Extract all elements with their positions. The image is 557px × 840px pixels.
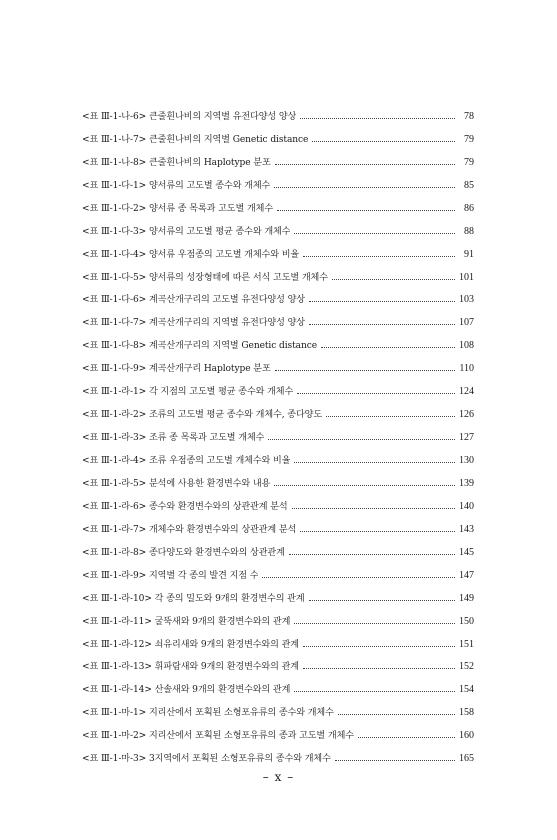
toc-entry[interactable] [82, 718, 474, 741]
toc-entry[interactable] [82, 672, 474, 695]
toc-entry[interactable] [82, 145, 474, 168]
toc-entry-page-number: 78 [464, 110, 474, 122]
dot-leader [274, 485, 455, 486]
dot-leader [312, 141, 455, 142]
dot-leader [326, 416, 455, 417]
toc-entry[interactable] [82, 283, 474, 306]
toc-entry[interactable] [82, 374, 474, 397]
toc-entry-title: <표 Ⅲ-1-라-4> 조류 우점종의 고도별 개체수와 비율 [82, 456, 291, 466]
table-of-contents-list [82, 99, 474, 764]
toc-entry-title: <표 Ⅲ-1-다-1> 양서류의 고도별 종수와 개체수 [82, 180, 271, 191]
toc-entry-page-number: 86 [464, 202, 474, 214]
toc-entry[interactable] [82, 99, 474, 122]
toc-entry[interactable] [82, 558, 474, 581]
toc-entry[interactable] [82, 489, 474, 512]
dot-leader [309, 324, 455, 325]
dot-leader [275, 370, 455, 371]
toc-entry[interactable] [82, 466, 474, 489]
toc-entry-page-number: 91 [464, 248, 474, 260]
toc-entry-page-number: 143 [459, 523, 474, 535]
dot-leader [321, 347, 455, 348]
dot-leader [303, 646, 455, 647]
toc-entry[interactable] [82, 443, 474, 466]
dot-leader [277, 210, 455, 211]
toc-entry-page-number: 152 [459, 661, 474, 673]
toc-entry[interactable] [82, 260, 474, 283]
dot-leader [262, 577, 455, 578]
toc-entry-page-number: 79 [464, 156, 474, 168]
toc-entry-page-number: 110 [459, 363, 474, 375]
toc-entry-title: <표 Ⅲ-1-나-7> 큰줄흰나비의 지역별 Genetic distance [82, 134, 309, 145]
toc-entry[interactable] [82, 627, 474, 650]
toc-entry-page-number: 103 [459, 294, 474, 306]
toc-entry[interactable] [82, 191, 474, 214]
toc-entry-title: <표 Ⅲ-1-마-1> 지리산에서 포획된 소형포유류의 종수와 개체수 [82, 708, 334, 719]
toc-entry-title: <표 Ⅲ-1-다-4> 양서류 우점종의 고도별 개체수와 비율 [82, 249, 300, 260]
toc-entry-page-number: 124 [459, 386, 474, 398]
toc-entry[interactable] [82, 604, 474, 627]
dot-leader [332, 279, 455, 280]
toc-entry[interactable] [82, 397, 474, 420]
toc-entry[interactable] [82, 535, 474, 558]
toc-entry[interactable] [82, 420, 474, 443]
toc-entry[interactable] [82, 237, 474, 260]
toc-entry-page-number: 147 [459, 569, 474, 581]
toc-entry-page-number: 160 [459, 730, 474, 742]
dot-leader [294, 233, 455, 234]
toc-entry[interactable] [82, 581, 474, 604]
toc-entry[interactable] [82, 650, 474, 673]
dot-leader [289, 554, 455, 555]
dot-leader [292, 508, 455, 509]
dot-leader [294, 623, 455, 624]
dot-leader [275, 164, 455, 165]
toc-entry-page-number: 127 [459, 432, 474, 444]
toc-entry[interactable] [82, 351, 474, 374]
toc-entry-page-number: 140 [459, 500, 474, 512]
toc-entry[interactable] [82, 305, 474, 328]
dot-leader [309, 600, 455, 601]
toc-entry-page-number: 145 [459, 546, 474, 558]
toc-entry[interactable] [82, 168, 474, 191]
toc-entry-title: <표 Ⅲ-1-다-9> 계곡산개구리 Haplotype 분포 [82, 364, 271, 375]
toc-entry[interactable] [82, 741, 474, 764]
toc-entry-title: <표 Ⅲ-1-다-2> 양서류 종 목록과 고도별 개체수 [82, 203, 274, 214]
toc-entry-title: <표 Ⅲ-1-라-12> 쇠유리새와 9개의 환경변수와의 관계 [82, 639, 299, 650]
toc-entry[interactable] [82, 214, 474, 237]
dot-leader [294, 691, 455, 692]
toc-entry-title: <표 Ⅲ-1-라-9> 지역별 각 종의 발견 지점 수 [82, 570, 259, 581]
toc-entry-page-number: 139 [459, 477, 474, 489]
toc-entry-page-number: 154 [459, 684, 474, 696]
toc-entry-title: <표 Ⅲ-1-라-14> 산솔새와 9개의 환경변수와의 관계 [82, 685, 291, 696]
toc-entry-title: <표 Ⅲ-1-라-3> 조류 종 목록과 고도별 개체수 [82, 433, 265, 444]
toc-entry-title: <표 Ⅲ-1-다-8> 계곡산개구리의 지역별 Genetic distance [82, 341, 318, 352]
toc-entry-page-number: 126 [459, 409, 474, 421]
dot-leader [297, 393, 455, 394]
dot-leader [268, 439, 455, 440]
dot-leader [358, 737, 455, 738]
dot-leader [294, 462, 455, 463]
toc-entry-title: <표 Ⅲ-1-라-6> 종수와 환경변수와의 상관관계 분석 [82, 501, 288, 512]
toc-entry-title: <표 Ⅲ-1-라-1> 각 지점의 고도별 평균 종수와 개체수 [82, 387, 294, 398]
toc-entry[interactable] [82, 695, 474, 718]
dot-leader [338, 714, 455, 715]
toc-entry-page-number: 88 [464, 225, 474, 237]
toc-entry-page-number: 165 [459, 753, 474, 765]
toc-entry[interactable] [82, 328, 474, 351]
dot-leader [274, 187, 455, 188]
dot-leader [309, 301, 455, 302]
toc-entry-title: <표 Ⅲ-1-라-8> 종다양도와 환경변수와의 상관관계 [82, 547, 285, 558]
toc-entry-page-number: 158 [459, 707, 474, 719]
dot-leader [303, 668, 455, 669]
toc-entry-title: <표 Ⅲ-1-라-10> 각 종의 밀도와 9개의 환경변수의 관계 [82, 593, 305, 604]
toc-entry-title: <표 Ⅲ-1-라-5> 분석에 사용한 환경변수와 내용 [82, 478, 271, 489]
toc-entry-page-number: 108 [459, 340, 474, 352]
toc-entry-page-number: 107 [459, 317, 474, 329]
toc-entry[interactable] [82, 122, 474, 145]
toc-entry-title: <표 Ⅲ-1-다-3> 양서류의 고도별 평균 종수와 개체수 [82, 226, 291, 237]
toc-entry[interactable] [82, 512, 474, 535]
dot-leader [303, 256, 455, 257]
toc-entry-title: <표 Ⅲ-1-라-11> 굴뚝새와 9개의 환경변수와의 관계 [82, 616, 291, 627]
toc-entry-title: <표 Ⅲ-1-다-7> 계곡산개구리의 지역별 유전다양성 양상 [82, 318, 305, 329]
toc-entry-title: <표 Ⅲ-1-라-13> 휘파람새와 9개의 환경변수와의 관계 [82, 662, 299, 673]
toc-entry-title: <표 Ⅲ-1-나-8> 큰줄흰나비의 Haplotype 분포 [82, 157, 271, 168]
toc-entry-page-number: 130 [459, 455, 474, 466]
toc-entry-title: <표 Ⅲ-1-다-5> 양서류의 성장형태에 따른 서식 고도별 개체수 [82, 272, 328, 283]
toc-entry-page-number: 85 [464, 179, 474, 191]
toc-entry-title: <표 Ⅲ-1-나-6> 큰줄흰나비의 지역별 유전다양성 양상 [82, 111, 297, 122]
toc-entry-title: <표 Ⅲ-1-라-7> 개체수와 환경변수와의 상관관계 분석 [82, 524, 297, 535]
page-number: – x – [262, 770, 295, 784]
toc-entry-page-number: 101 [459, 271, 474, 283]
dot-leader [335, 760, 455, 761]
toc-entry-title: <표 Ⅲ-1-라-2> 조류의 고도별 평균 종수와 개체수, 종다양도 [82, 410, 323, 421]
toc-entry-page-number: 79 [464, 133, 474, 145]
dot-leader [300, 531, 455, 532]
toc-entry-page-number: 149 [459, 592, 474, 604]
toc-entry-title: <표 Ⅲ-1-마-2> 지리산에서 포획된 소형포유류의 종과 고도별 개체수 [82, 731, 354, 742]
toc-entry-title: <표 Ⅲ-1-마-3> 3지역에서 포획된 소형포유류의 종수와 개체수 [82, 754, 331, 765]
toc-entry-page-number: 150 [459, 615, 474, 627]
dot-leader [300, 118, 455, 119]
toc-entry-page-number: 151 [459, 638, 474, 650]
toc-entry-title: <표 Ⅲ-1-다-6> 계곡산개구리의 고도별 유전다양성 양상 [82, 295, 305, 306]
